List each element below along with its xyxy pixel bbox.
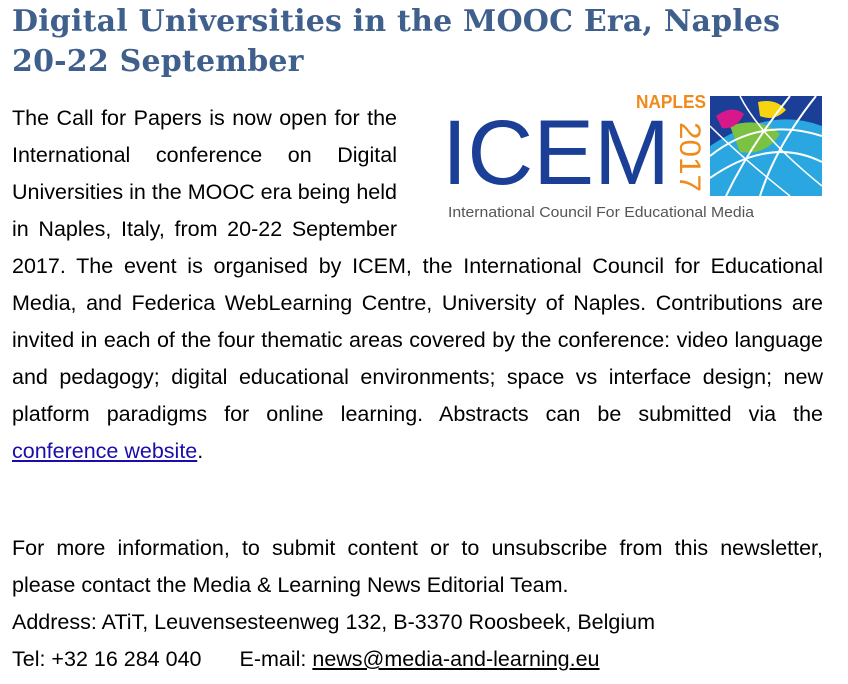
- footer-info-text: For more information, to submit content or to unsubscribe from this newsletter, please contact the Media & Learning News Editorial Team.: [12, 536, 823, 597]
- conference-website-link[interactable]: conference website: [12, 439, 198, 463]
- footer-email-label: E-mail:: [239, 647, 313, 671]
- footer-email-link[interactable]: news@media-and-learning.eu: [312, 647, 600, 671]
- logo-city-text: NAPLES: [636, 92, 706, 112]
- logo-subtitle: International Council For Educational Media: [448, 205, 756, 221]
- article-body-end: .: [197, 439, 204, 463]
- logo-spacer: [397, 100, 823, 248]
- logo-year-text: 2017: [673, 122, 706, 189]
- footer-address: Address: ATiT, Leuvensesteenweg 132, B-3370 Roosbeek, Belgium: [12, 610, 655, 634]
- article-body: [12, 100, 823, 470]
- logo-main-text: ICEM: [442, 102, 670, 204]
- footer-contact-line: [12, 641, 823, 678]
- article-body-text: The Call for Papers is now open for the International conference on Digital Universities in the MOOC era being held in Naples, Italy, from 20-22 September 2017. The event is organised by ICEM, the International Council for Educational Media, and Federica WebLearning Centre, University of Naples. Contributions are invited in each of the four thematic areas covered by the conference: video language and pedagogy; digital educational environments; space vs interface design; new platform paradigms for online learning. Abstracts can be submitted via the: [12, 106, 823, 426]
- newsletter-footer: [12, 530, 823, 678]
- article-title: Digital Universities in the MOOC Era, Naples 20-22 September: [12, 4, 781, 79]
- footer-tel: Tel: +32 16 284 040: [12, 647, 202, 671]
